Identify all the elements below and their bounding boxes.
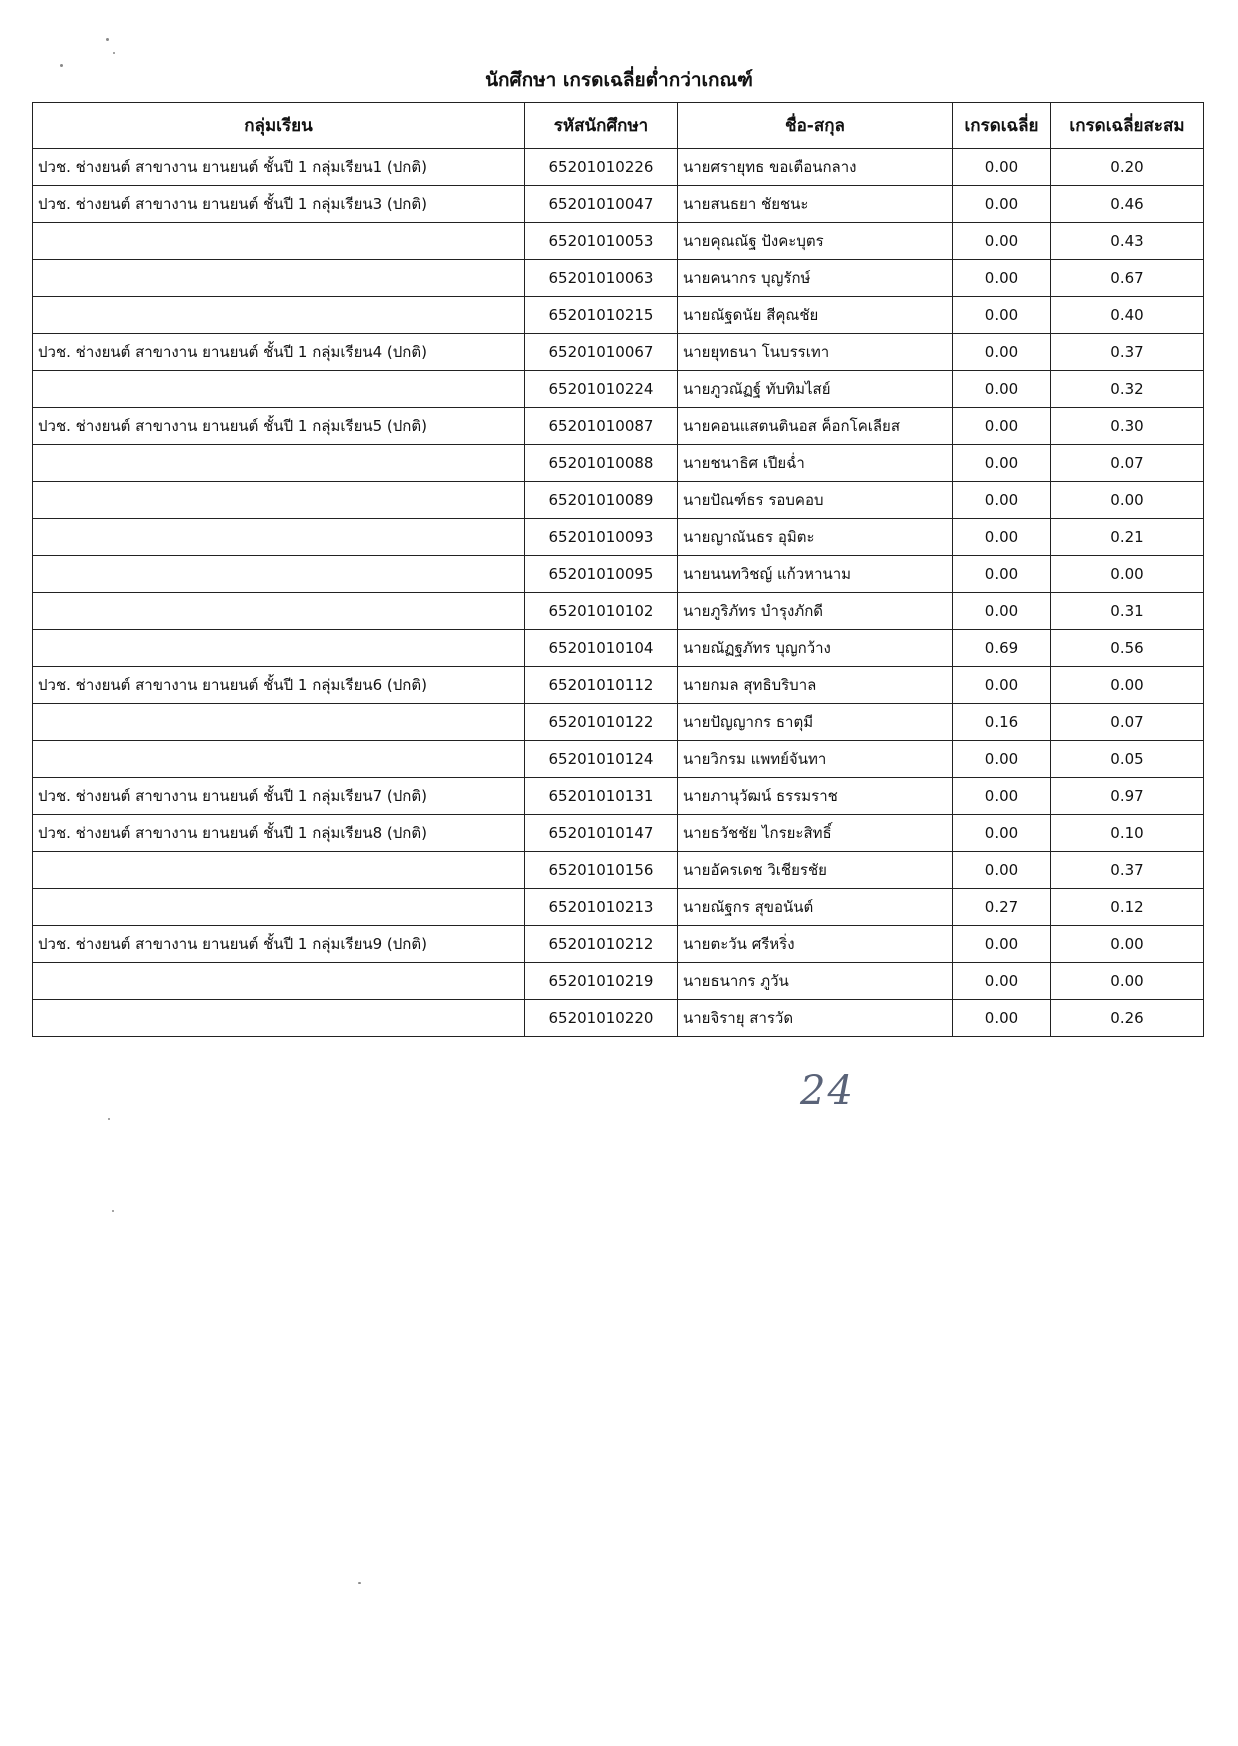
table-row [33, 926, 1204, 963]
student-id-cell: 65201010219 [525, 963, 678, 1000]
full-name-cell: นายปัณฑ์ธร รอบคอบ [678, 482, 953, 519]
table-body [33, 149, 1204, 1037]
group-cell [33, 852, 525, 889]
full-name-cell: นายภานุวัฒน์ ธรรมราช [678, 778, 953, 815]
gpa-cell: 0.00 [953, 963, 1051, 1000]
group-cell [33, 223, 525, 260]
header-group: กลุ่มเรียน [33, 103, 525, 149]
gpa-cell: 0.00 [953, 926, 1051, 963]
group-cell [33, 1000, 525, 1037]
full-name-cell: นายสนธยา ชัยชนะ [678, 186, 953, 223]
gpa-cell: 0.00 [953, 593, 1051, 630]
table-row [33, 630, 1204, 667]
student-id-cell: 65201010104 [525, 630, 678, 667]
gpa-cell: 0.00 [953, 667, 1051, 704]
table-row [33, 519, 1204, 556]
table-row [33, 852, 1204, 889]
scan-speck [60, 64, 63, 67]
student-id-cell: 65201010112 [525, 667, 678, 704]
student-id-cell: 65201010053 [525, 223, 678, 260]
cumulative-gpa-cell: 0.26 [1051, 1000, 1204, 1037]
table-row [33, 778, 1204, 815]
table-row [33, 704, 1204, 741]
student-id-cell: 65201010102 [525, 593, 678, 630]
gpa-cell: 0.00 [953, 260, 1051, 297]
full-name-cell: นายญาณันธร อุมิตะ [678, 519, 953, 556]
group-cell: ปวช. ช่างยนต์ สาขางาน ยานยนต์ ชั้นปี 1 กลุ่มเรียน5 (ปกติ) [33, 408, 525, 445]
gpa-cell: 0.00 [953, 186, 1051, 223]
gpa-cell: 0.00 [953, 371, 1051, 408]
table-row [33, 297, 1204, 334]
group-cell [33, 482, 525, 519]
cumulative-gpa-cell: 0.00 [1051, 963, 1204, 1000]
gpa-cell: 0.00 [953, 741, 1051, 778]
gpa-cell: 0.00 [953, 223, 1051, 260]
cumulative-gpa-cell: 0.30 [1051, 408, 1204, 445]
student-id-cell: 65201010122 [525, 704, 678, 741]
table-row [33, 593, 1204, 630]
header-cumulative-gpa: เกรดเฉลี่ยสะสม [1051, 103, 1204, 149]
full-name-cell: นายอัครเดช วิเชียรชัย [678, 852, 953, 889]
cumulative-gpa-cell: 0.56 [1051, 630, 1204, 667]
student-id-cell: 65201010224 [525, 371, 678, 408]
cumulative-gpa-cell: 0.43 [1051, 223, 1204, 260]
student-id-cell: 65201010087 [525, 408, 678, 445]
full-name-cell: นายนนทวิชญ์ แก้วหานาม [678, 556, 953, 593]
table-row [33, 667, 1204, 704]
gpa-cell: 0.00 [953, 149, 1051, 186]
group-cell [33, 704, 525, 741]
gpa-cell: 0.00 [953, 556, 1051, 593]
group-cell [33, 297, 525, 334]
cumulative-gpa-cell: 0.00 [1051, 556, 1204, 593]
full-name-cell: นายณัฐดนัย สีคุณชัย [678, 297, 953, 334]
table-row [33, 260, 1204, 297]
table-row [33, 482, 1204, 519]
group-cell [33, 741, 525, 778]
student-id-cell: 65201010088 [525, 445, 678, 482]
handwritten-page-number: 24 [800, 1068, 855, 1114]
table-row [33, 889, 1204, 926]
gpa-cell: 0.00 [953, 852, 1051, 889]
group-cell [33, 260, 525, 297]
group-cell [33, 630, 525, 667]
cumulative-gpa-cell: 0.07 [1051, 704, 1204, 741]
scan-speck [106, 38, 109, 41]
group-cell: ปวช. ช่างยนต์ สาขางาน ยานยนต์ ชั้นปี 1 กลุ่มเรียน6 (ปกติ) [33, 667, 525, 704]
gpa-cell: 0.00 [953, 334, 1051, 371]
full-name-cell: นายศรายุทธ ขอเตือนกลาง [678, 149, 953, 186]
full-name-cell: นายคนากร บุญรักษ์ [678, 260, 953, 297]
cumulative-gpa-cell: 0.05 [1051, 741, 1204, 778]
full-name-cell: นายภูริภัทร บำรุงภักดี [678, 593, 953, 630]
cumulative-gpa-cell: 0.21 [1051, 519, 1204, 556]
student-id-cell: 65201010226 [525, 149, 678, 186]
table-row [33, 1000, 1204, 1037]
table-row [33, 408, 1204, 445]
full-name-cell: นายกมล สุทธิบริบาล [678, 667, 953, 704]
gpa-cell: 0.00 [953, 408, 1051, 445]
gpa-cell: 0.00 [953, 445, 1051, 482]
scan-speck [358, 1582, 361, 1584]
group-cell [33, 593, 525, 630]
gpa-cell: 0.00 [953, 778, 1051, 815]
full-name-cell: นายยุทธนา โนบรรเทา [678, 334, 953, 371]
full-name-cell: นายคุณณัฐ ปังคะบุตร [678, 223, 953, 260]
student-id-cell: 65201010156 [525, 852, 678, 889]
group-cell: ปวช. ช่างยนต์ สาขางาน ยานยนต์ ชั้นปี 1 กลุ่มเรียน9 (ปกติ) [33, 926, 525, 963]
student-id-cell: 65201010047 [525, 186, 678, 223]
full-name-cell: นายจิรายุ สารวัด [678, 1000, 953, 1037]
student-id-cell: 65201010067 [525, 334, 678, 371]
group-cell: ปวช. ช่างยนต์ สาขางาน ยานยนต์ ชั้นปี 1 กลุ่มเรียน7 (ปกติ) [33, 778, 525, 815]
full-name-cell: นายปัญญากร ธาตุมี [678, 704, 953, 741]
gpa-cell: 0.00 [953, 519, 1051, 556]
gpa-cell: 0.27 [953, 889, 1051, 926]
full-name-cell: นายธนากร ภูวัน [678, 963, 953, 1000]
student-id-cell: 65201010147 [525, 815, 678, 852]
cumulative-gpa-cell: 0.37 [1051, 852, 1204, 889]
cumulative-gpa-cell: 0.97 [1051, 778, 1204, 815]
header-student-id: รหัสนักศึกษา [525, 103, 678, 149]
cumulative-gpa-cell: 0.12 [1051, 889, 1204, 926]
table-row [33, 223, 1204, 260]
group-cell [33, 445, 525, 482]
table-row [33, 815, 1204, 852]
full-name-cell: นายคอนแสตนตินอส ค็อกโคเลียส [678, 408, 953, 445]
cumulative-gpa-cell: 0.40 [1051, 297, 1204, 334]
student-id-cell: 65201010093 [525, 519, 678, 556]
gpa-cell: 0.16 [953, 704, 1051, 741]
cumulative-gpa-cell: 0.00 [1051, 926, 1204, 963]
cumulative-gpa-cell: 0.31 [1051, 593, 1204, 630]
cumulative-gpa-cell: 0.67 [1051, 260, 1204, 297]
scan-speck [112, 1210, 114, 1212]
group-cell [33, 963, 525, 1000]
gpa-cell: 0.69 [953, 630, 1051, 667]
student-id-cell: 65201010215 [525, 297, 678, 334]
student-id-cell: 65201010095 [525, 556, 678, 593]
student-id-cell: 65201010124 [525, 741, 678, 778]
group-cell [33, 889, 525, 926]
table-row [33, 186, 1204, 223]
cumulative-gpa-cell: 0.20 [1051, 149, 1204, 186]
student-id-cell: 65201010212 [525, 926, 678, 963]
student-id-cell: 65201010220 [525, 1000, 678, 1037]
full-name-cell: นายภูวณัฏฐ์ ทับทิมไสย์ [678, 371, 953, 408]
table-row [33, 334, 1204, 371]
group-cell: ปวช. ช่างยนต์ สาขางาน ยานยนต์ ชั้นปี 1 กลุ่มเรียน3 (ปกติ) [33, 186, 525, 223]
full-name-cell: นายณัฏฐภัทร บุญกว้าง [678, 630, 953, 667]
scan-speck [113, 52, 115, 54]
student-id-cell: 65201010131 [525, 778, 678, 815]
cumulative-gpa-cell: 0.10 [1051, 815, 1204, 852]
cumulative-gpa-cell: 0.00 [1051, 667, 1204, 704]
table-row [33, 741, 1204, 778]
cumulative-gpa-cell: 0.00 [1051, 482, 1204, 519]
scan-speck [108, 1118, 110, 1120]
full-name-cell: นายณัฐกร สุขอนันต์ [678, 889, 953, 926]
group-cell [33, 371, 525, 408]
full-name-cell: นายชนาธิศ เปียฉ่ำ [678, 445, 953, 482]
grade-table [32, 102, 1204, 1037]
full-name-cell: นายธวัชชัย ไกรยะสิทธิ์ [678, 815, 953, 852]
group-cell: ปวช. ช่างยนต์ สาขางาน ยานยนต์ ชั้นปี 1 กลุ่มเรียน4 (ปกติ) [33, 334, 525, 371]
table-header-row [33, 103, 1204, 149]
cumulative-gpa-cell: 0.32 [1051, 371, 1204, 408]
cumulative-gpa-cell: 0.07 [1051, 445, 1204, 482]
student-id-cell: 65201010089 [525, 482, 678, 519]
page-title: นักศึกษา เกรดเฉลี่ยต่ำกว่าเกณฑ์ [485, 69, 753, 91]
table-row [33, 371, 1204, 408]
group-cell: ปวช. ช่างยนต์ สาขางาน ยานยนต์ ชั้นปี 1 กลุ่มเรียน8 (ปกติ) [33, 815, 525, 852]
table-row [33, 149, 1204, 186]
gpa-cell: 0.00 [953, 482, 1051, 519]
table-row [33, 963, 1204, 1000]
table-row [33, 445, 1204, 482]
header-gpa: เกรดเฉลี่ย [953, 103, 1051, 149]
full-name-cell: นายวิกรม แพทย์จันทา [678, 741, 953, 778]
student-id-cell: 65201010063 [525, 260, 678, 297]
table-row [33, 556, 1204, 593]
group-cell: ปวช. ช่างยนต์ สาขางาน ยานยนต์ ชั้นปี 1 กลุ่มเรียน1 (ปกติ) [33, 149, 525, 186]
full-name-cell: นายตะวัน ศรีหริ่ง [678, 926, 953, 963]
gpa-cell: 0.00 [953, 1000, 1051, 1037]
cumulative-gpa-cell: 0.46 [1051, 186, 1204, 223]
header-full-name: ชื่อ-สกุล [678, 103, 953, 149]
student-id-cell: 65201010213 [525, 889, 678, 926]
group-cell [33, 519, 525, 556]
group-cell [33, 556, 525, 593]
cumulative-gpa-cell: 0.37 [1051, 334, 1204, 371]
gpa-cell: 0.00 [953, 297, 1051, 334]
gpa-cell: 0.00 [953, 815, 1051, 852]
